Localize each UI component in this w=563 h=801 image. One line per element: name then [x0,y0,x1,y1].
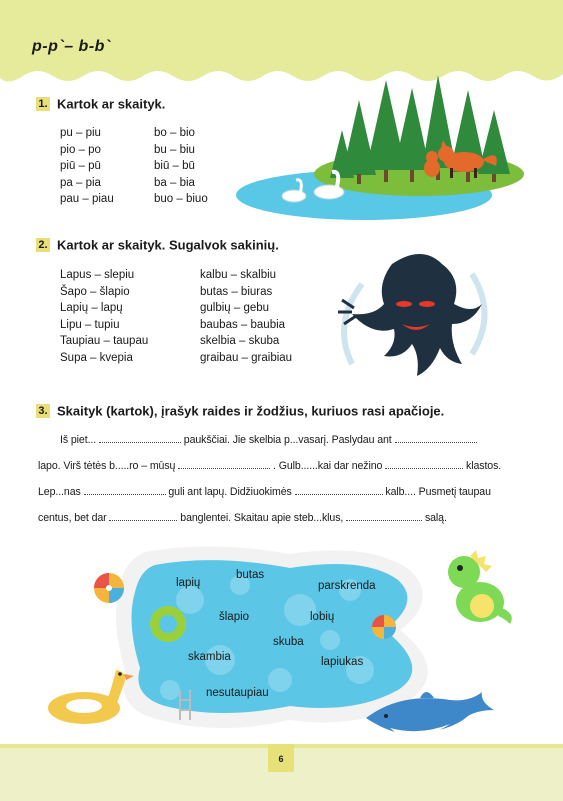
blank-field[interactable] [346,512,422,521]
pool-word: lapiukas [321,656,364,668]
syllable-pair: piū – pū [60,160,101,172]
word-pair: Šapo – šlapio [60,285,130,298]
blank-field[interactable] [99,434,181,443]
text-segment: Lep...nas [38,486,81,498]
text-segment: klastos. [466,460,502,472]
word-pair: graibau – graibiau [200,351,293,364]
task3-line-4 [38,505,518,531]
page-title: p-p`– b-b` [32,38,111,55]
syllable-pair: pu – piu [60,127,101,139]
text-segment: salą. [424,512,447,524]
beach-ball-icon [372,615,396,639]
task1-right-column [154,125,208,208]
task2-heading [36,236,279,254]
pool-word: parskrenda [318,580,376,592]
word-pair: butas – biuras [200,285,273,298]
syllable-pair: buo – biuo [154,193,208,205]
word-pair: Lapių – lapų [60,302,123,314]
task2-left-column [60,267,148,366]
pool-word: šlapio [219,611,250,623]
text-segment: centus, bet dar [38,512,107,524]
word-pair: Taupiau – taupau [60,335,149,347]
task3-title: Skaityk (kartok), įrašyk raides ir žodžius, kuriuos rasi apačioje. [57,403,445,419]
pool-word: lapių [176,577,201,589]
word-pair: Supa – kvepia [60,351,133,364]
text-segment: . Gulb......kai dar nežino [273,460,383,472]
syllable-pair: bu – biu [154,143,195,156]
blank-field[interactable] [109,512,177,521]
pool-word: skuba [273,636,304,648]
word-pair: skelbia – skuba [200,335,280,347]
syllable-pair: pio – po [60,143,101,156]
task3-line-3 [38,479,518,505]
word-pair: kalbu – skalbiu [200,269,277,281]
task1-left-column [60,125,114,208]
forest-lake-illustration [234,70,534,222]
text-segment: lapo. Virš tėtės b.....ro – mūsų [38,460,176,472]
text-segment: banglentei. Skaitau apie steb...klus, [180,512,344,524]
syllable-pair: pau – piau [60,193,114,205]
lime-float-icon [150,606,186,642]
blank-field[interactable] [385,460,463,469]
task1-heading [36,95,165,113]
task3-number: 3. [36,404,50,418]
task1-number: 1. [36,97,50,111]
pool-word: skambia [188,651,231,663]
task3-heading [36,402,444,420]
task1-title: Kartok ar skaityk. [57,96,166,112]
dinosaur-toy-icon [440,548,516,628]
text-segment: Iš piet... [60,434,97,446]
task3-line-2 [38,453,518,479]
monster-illustration [322,244,502,384]
pool-word: lobių [310,611,335,623]
blank-field[interactable] [295,486,383,495]
blank-field[interactable] [84,486,166,495]
pool-word: nesutaupiau [206,687,269,699]
blank-field[interactable] [178,460,270,469]
word-pair: Lapus – slepiu [60,269,135,281]
text-segment: paukščiai. Jie skelbia p...vasarį. Paslydau ant [183,434,392,446]
syllable-pair: pa – pia [60,176,101,189]
page-number: 6 [268,744,294,772]
duck-float-icon [44,660,134,730]
text-segment: kalb.... Pusmetį taupau [385,486,491,498]
task2-title: Kartok ar skaityk. Sugalvok sakinių. [57,237,279,253]
text-segment: guli ant lapų. Didžiuokimės [168,486,292,498]
dolphin-icon [360,672,500,742]
word-pair: gulbių – gebu [200,302,270,314]
task2-number: 2. [36,238,50,252]
beach-ball-icon [93,572,125,604]
task2-right-column [200,267,292,366]
word-pair: baubas – baubia [200,318,286,331]
blank-field[interactable] [395,434,477,443]
syllable-pair: bo – bio [154,127,195,139]
word-pair: Lipu – tupiu [60,318,120,331]
pool-word: butas [236,569,265,581]
syllable-pair: ba – bia [154,176,195,189]
task3-line-1 [60,427,540,453]
syllable-pair: biū – bū [154,160,195,172]
fox-icon [424,151,440,177]
